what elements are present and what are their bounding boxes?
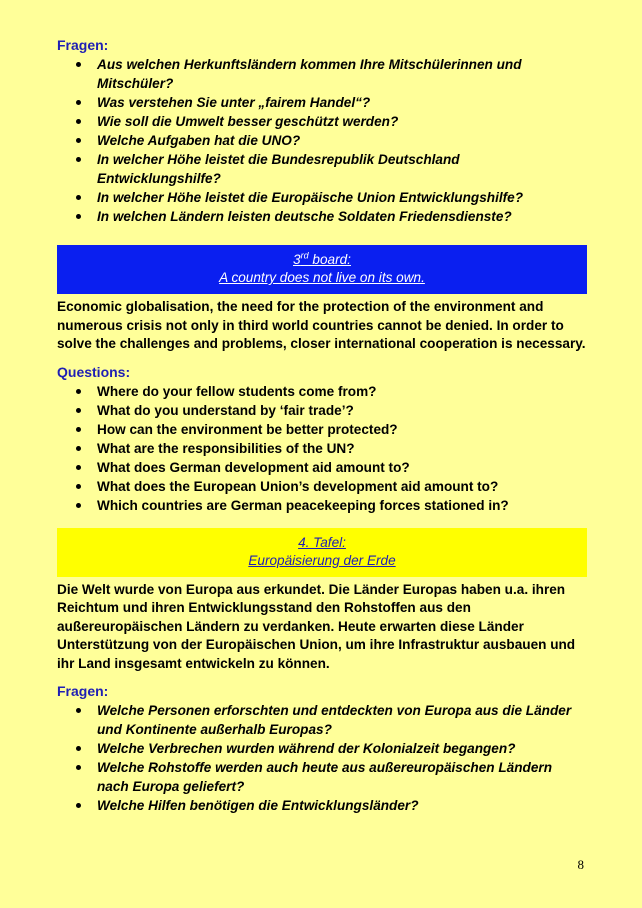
list-item: What does the European Union’s development aid amount to? — [57, 477, 587, 496]
section-heading: Fragen: — [57, 683, 109, 699]
list-item: How can the environment be better protected? — [57, 420, 587, 439]
list-item: Wie soll die Umwelt besser geschützt werden? — [57, 112, 587, 131]
list-item: Welche Rohstoffe werden auch heute aus außereuropäischen Ländern nach Europa geliefert? — [57, 758, 587, 796]
question-list-english — [57, 382, 587, 515]
board-3-label: board: — [308, 252, 351, 267]
board-3-subtitle: A country does not live on its own. — [219, 270, 425, 285]
board-3-number: 3 — [293, 252, 301, 267]
paragraph-german: Die Welt wurde von Europa aus erkundet. Die Länder Europas haben u.a. ihren Reichtum und ihren Entwicklungsstand den Rohstoffen aus den außereuropäischen Ländern zu verdanken. Heute erwarten diese Länder Unterstützung von der Europäischen Union, um ihre Infrastruktur ausbauen und ihr Land insgesamt entwickeln zu können. — [57, 581, 576, 671]
list-item: Aus welchen Herkunftsländern kommen Ihre Mitschülerinnen und Mitschüler? — [57, 55, 587, 93]
board-4-title: 4. Tafel: — [298, 534, 346, 550]
list-item: Where do your fellow students come from? — [57, 382, 587, 401]
section-heading: Questions: — [57, 363, 131, 380]
question-list-german-2 — [57, 701, 587, 815]
list-item: In welchen Ländern leisten deutsche Soldaten Friedensdienste? — [57, 207, 587, 226]
board-4-banner — [57, 528, 587, 577]
page-number: 8 — [577, 857, 584, 872]
list-item: Welche Personen erforschten und entdeckten von Europa aus die Länder und Kontinente außerhalb Europas? — [57, 701, 587, 739]
list-item: Which countries are German peacekeeping forces stationed in? — [57, 496, 587, 515]
list-item: Welche Hilfen benötigen die Entwicklungsländer? — [57, 796, 587, 815]
page-content — [57, 36, 587, 815]
list-item: What are the responsibilities of the UN? — [57, 439, 587, 458]
list-item: In welcher Höhe leistet die Europäische Union Entwicklungshilfe? — [57, 188, 587, 207]
board-3-title — [57, 251, 587, 269]
list-item: Welche Aufgaben hat die UNO? — [57, 131, 587, 150]
list-item: Welche Verbrechen wurden während der Kolonialzeit begangen? — [57, 739, 587, 758]
paragraph-english: Economic globalisation, the need for the protection of the environment and numerous crisis not only in third world countries cannot be denied. In order to solve the challenges and problems, closer international cooperation is necessary. — [57, 299, 586, 351]
list-item: What does German development aid amount to? — [57, 458, 587, 477]
board-4-subtitle: Europäisierung der Erde — [248, 552, 396, 568]
list-item: Was verstehen Sie unter „fairem Handel“? — [57, 93, 587, 112]
list-item: In welcher Höhe leistet die Bundesrepublik Deutschland Entwicklungshilfe? — [57, 150, 587, 188]
board-3-banner — [57, 245, 587, 294]
question-list-german — [57, 55, 587, 226]
section-heading: Fragen: — [57, 37, 109, 53]
board-3-superscript: rd — [300, 250, 309, 261]
list-item: What do you understand by ‘fair trade’? — [57, 401, 587, 420]
